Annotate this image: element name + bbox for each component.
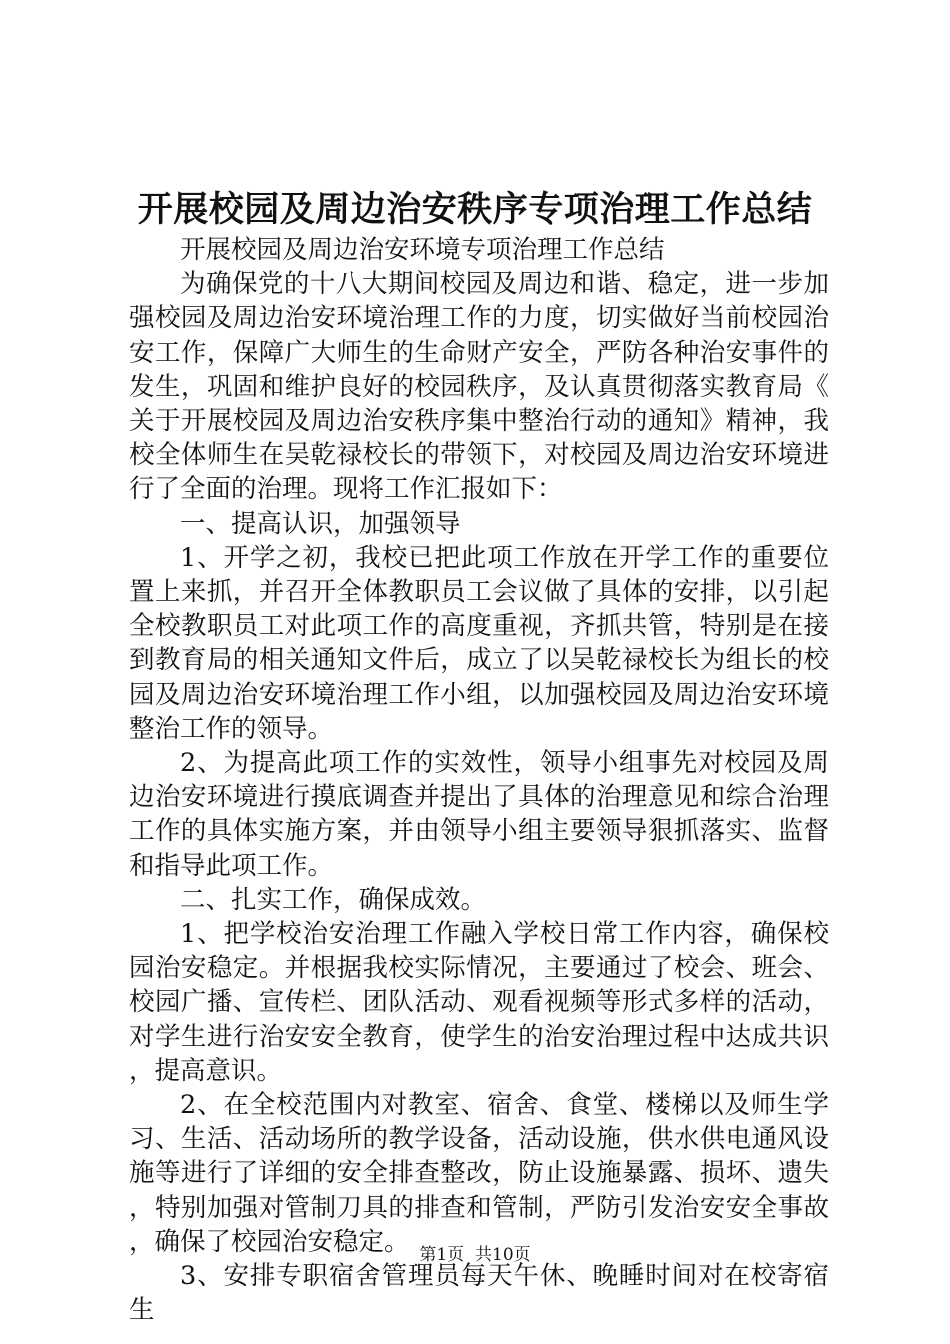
section-heading-2: 二、扎实工作，确保成效。 [180, 884, 487, 915]
section-heading-1: 一、提高认识，加强领导 [180, 508, 461, 539]
paragraph-1-2: 2、为提高此项工作的实效性，领导小组事先对校园及周边治安环境进行摸底调查并提出了具体的治理意见和综合治理工作的具体实施方案，并由领导小组主要领导狠抓落实、监督和指导此项工作。 [129, 748, 829, 881]
paragraph-2-2: 2、在全校范围内对教室、宿舍、食堂、楼梯以及师生学习、生活、活动场所的教学设备，活动设施，供水供电通风设施等进行了详细的安全排查整改，防止设施暴露、损坏、遗失，特别加强对管制刀具的排查和管制，严防引发治安安全事故，确保了校园治安稳定。 [129, 1090, 829, 1257]
document-title: 开展校园及周边治安秩序专项治理工作总结 [137, 189, 813, 230]
paragraph-subtitle: 开展校园及周边治安环境专项治理工作总结 [180, 235, 665, 265]
total-pages: 共10页 [475, 1245, 531, 1265]
page-footer [0, 1243, 950, 1267]
footer-spacer [464, 1245, 475, 1265]
paragraph-2-1: 1、把学校治安治理工作融入学校日常工作内容，确保校园治安稳定。并根据我校实际情况，主要通过了校会、班会、校园广播、宣传栏、团队活动、观看视频等形式多样的活动，对学生进行治安安全教育，使学生的治安治理过程中达成共识，提高意识。 [129, 919, 829, 1086]
document-body [129, 233, 829, 1328]
page-number: 第1页 [419, 1245, 465, 1265]
paragraph-2-3: 3、安排专职宿舍管理员每天午休、晚睡时间对在校寄宿生 [129, 1261, 829, 1326]
paragraph-intro: 为确保党的十八大期间校园及周边和谐、稳定，进一步加强校园及周边治安环境治理工作的力度，切实做好当前校园治安工作，保障广大师生的生命财产安全，严防各种治安事件的发生，巩固和维护良好的校园秩序，及认真贯彻落实教育局《关于开展校园及周边治安秩序集中整治行动的通知》精神，我校全体师生在吴乾禄校长的带领下，对校园及周边治安环境进行了全面的治理。现将工作汇报如下： [129, 269, 829, 505]
paragraph-1-1: 1、开学之初，我校已把此项工作放在开学工作的重要位置上来抓，并召开全体教职员工会议做了具体的安排，以引起全校教职员工对此项工作的高度重视，齐抓共管，特别是在接到教育局的相关通知文件后，成立了以吴乾禄校长为组长的校园及周边治安环境治理工作小组，以加强校园及周边治安环境整治工作的领导。 [129, 542, 829, 744]
